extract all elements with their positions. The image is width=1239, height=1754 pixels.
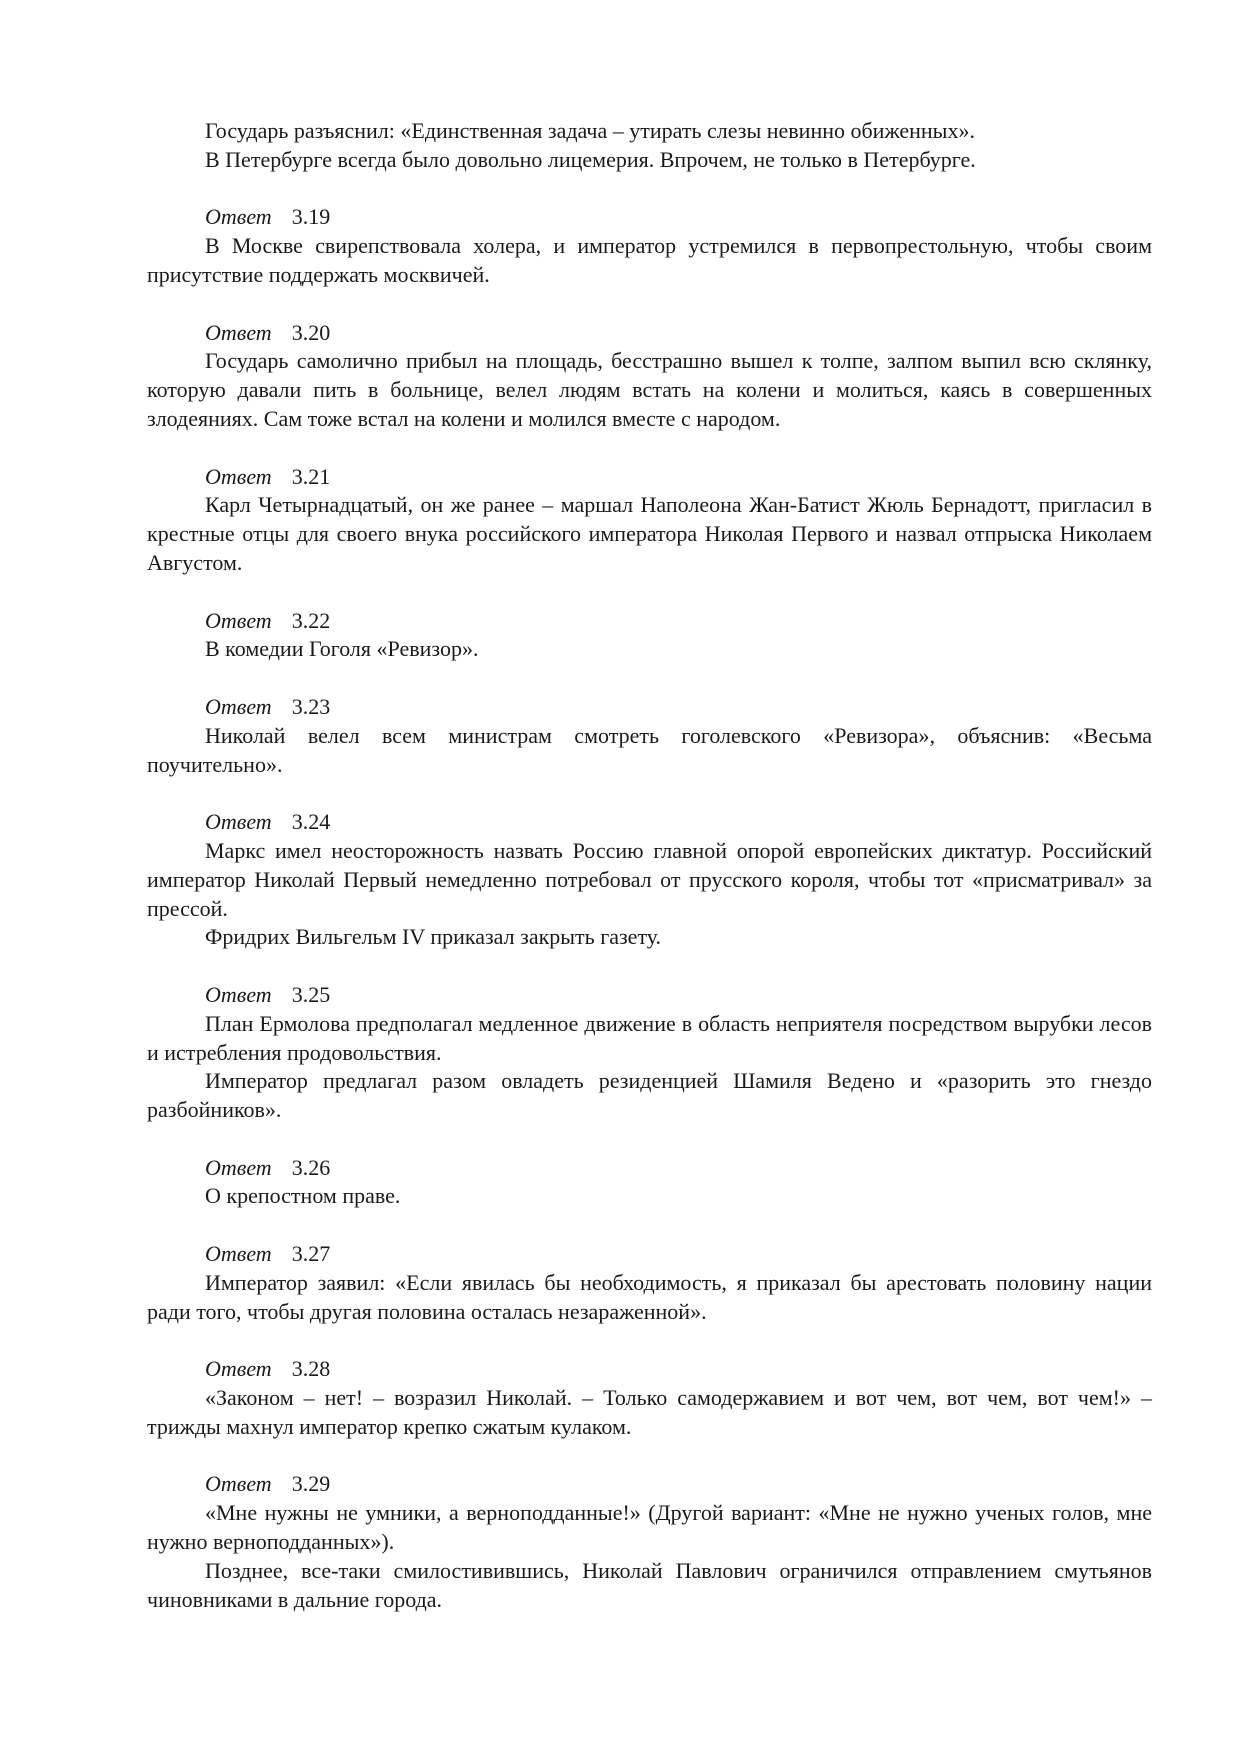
- answer-heading: [147, 981, 1152, 1010]
- answer-label: Ответ: [205, 1241, 272, 1267]
- answer-heading: [147, 808, 1152, 837]
- answer-heading: [147, 607, 1152, 636]
- answer-label: Ответ: [205, 1471, 272, 1497]
- answer-number: 3.19: [291, 204, 331, 230]
- answer-section: [147, 1240, 1152, 1326]
- answer-number: 3.20: [291, 319, 331, 345]
- answer-number: 3.24: [291, 809, 331, 835]
- answer-number: 3.27: [291, 1241, 331, 1267]
- answer-paragraph: «Законом – нет! – возразил Николай. – Только самодержавием и вот чем, вот чем, вот чем!» – трижды махнул император крепко сжатым кулаком.: [147, 1385, 1152, 1439]
- answer-paragraph: Фридрих Вильгельм IV приказал закрыть газету.: [205, 924, 662, 950]
- answer-section: [147, 1355, 1152, 1441]
- answer-paragraph: О крепостном праве.: [205, 1183, 401, 1209]
- answer-number: 3.26: [291, 1154, 331, 1180]
- answer-label: Ответ: [205, 809, 272, 835]
- answer-section: [147, 1470, 1152, 1614]
- answer-label: Ответ: [205, 1154, 272, 1180]
- intro-paragraph: Государь разъяснил: «Единственная задача – утирать слезы невинно обиженных».: [205, 118, 975, 143]
- answer-paragraph: В комедии Гоголя «Ревизор».: [205, 636, 479, 662]
- answer-label: Ответ: [205, 693, 272, 719]
- answer-heading: [147, 1470, 1152, 1499]
- answer-paragraph: Государь самолично прибыл на площадь, бесстрашно вышел к толпе, залпом выпил всю склянку, которую давали пить в больнице, велел людям встать на колени и молиться, каясь в совершенных злодеяниях. Сам тоже встал на колени и молился вместе с народом.: [147, 348, 1152, 431]
- answer-number: 3.29: [291, 1471, 331, 1497]
- answer-number: 3.22: [291, 607, 331, 633]
- answer-section: [147, 607, 1152, 665]
- answer-paragraph: План Ермолова предполагал медленное движение в область неприятеля посредством вырубки лесов и истребления продовольствия.: [147, 1010, 1152, 1065]
- answer-section: [147, 808, 1152, 952]
- answer-paragraph: Маркс имел неосторожность назвать Россию главной опорой европейских диктатур. Российский император Николай Первый немедленно потребовал от прусского короля, чтобы тот «присматривал» за прессой.: [147, 837, 1152, 921]
- answer-section: [147, 203, 1152, 289]
- answer-heading: [147, 693, 1152, 722]
- answer-heading: [147, 463, 1152, 492]
- answer-label: Ответ: [205, 607, 272, 633]
- answer-label: Ответ: [205, 1356, 272, 1382]
- answer-paragraph: В Москве свирепствовала холера, и император устремился в первопрестольную, чтобы своим присутствие поддержать москвичей.: [147, 233, 1152, 287]
- answer-number: 3.28: [291, 1356, 331, 1382]
- answer-number: 3.25: [291, 981, 331, 1007]
- answer-paragraph: «Мне нужны не умники, а верноподданные!» (Другой вариант: «Мне не нужно ученых голов, мне нужно верноподданных»).: [147, 1500, 1152, 1555]
- answer-paragraph: Позднее, все-таки смилостивившись, Николай Павлович ограничился отправлением смутьянов чиновниками в дальние города.: [147, 1557, 1152, 1612]
- answer-label: Ответ: [205, 319, 272, 345]
- answer-section: [147, 693, 1152, 779]
- answer-paragraph: Карл Четырнадцатый, он же ранее – маршал Наполеона Жан-Батист Жюль Бернадотт, пригласил в крестные отцы для своего внука российского императора Николая Первого и назвал отпрыска Николаем Августом.: [147, 492, 1152, 575]
- answer-heading: [147, 203, 1152, 232]
- answer-paragraph: Император заявил: «Если явилась бы необходимость, я приказал бы арестовать половину нации ради того, чтобы другая половина осталась незараженной».: [147, 1269, 1152, 1324]
- answer-label: Ответ: [205, 463, 272, 489]
- answer-label: Ответ: [205, 981, 272, 1007]
- answer-label: Ответ: [205, 204, 272, 230]
- answer-paragraph: Николай велел всем министрам смотреть гоголевского «Ревизора», объяснив: «Весьма поучительно».: [147, 722, 1152, 777]
- answer-heading: [147, 1154, 1152, 1183]
- intro-paragraph: В Петербурге всегда было довольно лицемерия. Впрочем, не только в Петербурге.: [205, 146, 976, 172]
- answer-section: [147, 1154, 1152, 1212]
- answer-number: 3.23: [291, 693, 331, 719]
- answer-section: [147, 981, 1152, 1125]
- answer-number: 3.21: [291, 463, 331, 489]
- document-page: [147, 117, 1152, 1614]
- answer-heading: [147, 319, 1152, 348]
- answer-paragraph: Император предлагал разом овладеть резиденцией Шамиля Ведено и «разорить это гнездо разбойников».: [147, 1068, 1152, 1123]
- answer-section: [147, 319, 1152, 434]
- answer-heading: [147, 1240, 1152, 1269]
- answer-heading: [147, 1355, 1152, 1384]
- answer-section: [147, 463, 1152, 578]
